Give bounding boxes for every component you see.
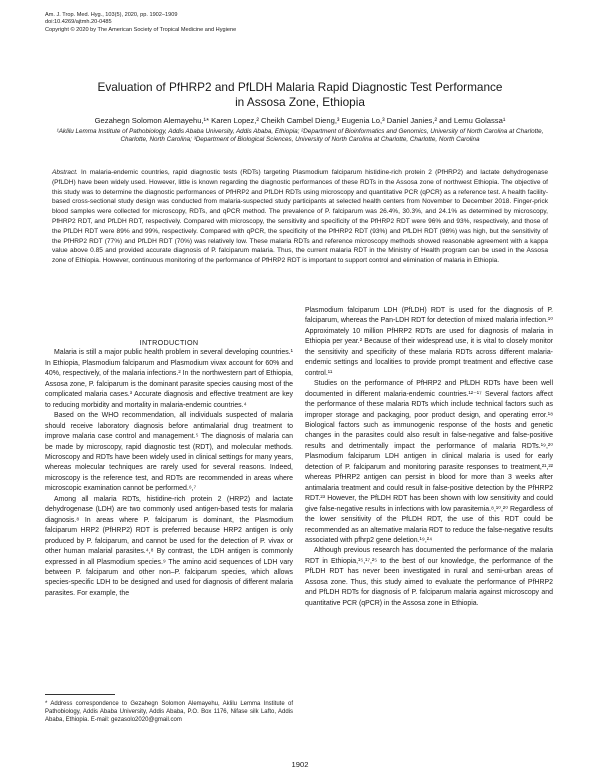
copyright: Copyright © 2020 by The American Society of Tropical Medicine and Hygiene [45,26,237,33]
footnote-rule [45,694,115,695]
title-line-1: Evaluation of PfHRP2 and PfLDH Malaria Rapid Diagnostic Test Performance [97,80,503,94]
title-line-2: in Assosa Zone, Ethiopia [235,95,365,109]
article-title [40,80,560,110]
intro-paragraph-3: Among all malaria RDTs, histidine-rich protein 2 (HRP2) and lactate dehydrogenase (LDH) are two commonly used antigen-based tests for malaria diagnosis.⁸ In areas where P. falciparum is dominant, the Plasmodium falciparum HRP2 (PfHRP2) RDT is preferred because HRP2 antigen is only produced by P. falciparum, and cannot be used for the detection of P. vivax or other human malarial parasites.⁴,⁸ By contrast, the LDH antigen is commonly expressed in all Plasmodium species.⁹ The amino acid sequences of LDH vary between P. falciparum and other non–P. falciparum species, which allows species-specific LDH to be designed and used for diagnosis of different malaria parasites. For example, the [45,495,293,597]
right-column [305,306,553,609]
left-column [45,338,293,599]
right-paragraph-1: Plasmodium falciparum LDH (PfLDH) RDT is used for the diagnosis of P. falciparum, whereas the Pan-LDH RDT for detection of mixed malaria infection.¹⁰ Approximately 10 million PfHRP2 RDTs are used for diagnosis of malaria in Ethiopia per year.² Because of their widespread use, it is vital to closely monitor the sensitivity and specificity of these malaria RDTs across different malaria-endemic settings and localities to provide prompt treatment and effective case control.¹¹ [305,307,553,377]
doi: doi:10.4269/ajtmh.20-0485 [45,19,112,26]
section-heading-introduction: INTRODUCTION [139,338,199,347]
intro-paragraph-1: Malaria is still a major public health problem in several developing countries.¹ In Ethiopia, Plasmodium falciparum and Plasmodium vivax account for 60% and 40%, respectively, of the malaria infections.² In the northwestern part of Ethiopia, Assosa zone, P. falciparum is the dominant parasite species causing most of the complicated malaria cases.³ Accurate diagnosis and effective treatment are key to reducing morbidity and mortality in malaria-endemic countries.⁴ [45,349,293,409]
right-paragraph-2: Studies on the performance of PfHRP2 and PfLDH RDTs have been well documented in different malaria-endemic countries.¹²⁻¹⁷ Several factors affect the performance of these malaria RDTs which include technical factors such as improper storage and packaging, poor product design, and operating error.¹⁸ Biological factors such as immunogenic response of the hosts and genetic changes in the parasites could also result in false-negative and false-positive results and detrimentally impact the performance of malaria RDTs.¹⁹,²⁰ Plasmodium falciparum LDH antigen in clinical malaria is used for early detection of P. falciparum and monitoring parasite responses to treatment,²¹,²² whereas PfHRP2 antigen can persist in blood for more than 3 weeks after antimalaria treatment and could result in false-positive detection by the PfHRP2 RDT.²³ However, the PfLDH RDT has been shown with low sensitivity and could give false-negative results in infections with low parasitemia.⁸,¹⁰,²⁰ Regardless of the lower sensitivity of the PfLDH RDT, the use of this RDT could be recommended as an alternative malaria RDT to reduce the false-negative results associated with pfhrp2 gene deletion.¹⁹,²⁴ [305,380,553,544]
page-number: 1902 [291,760,309,769]
journal-header [45,12,236,34]
author-list: Gezahegn Solomon Alemayehu,¹* Karen Lopez,² Cheikh Cambel Dieng,³ Eugenia Lo,³ Daniel Janies,² and Lemu Golassa¹ [94,116,506,125]
journal-citation: Am. J. Trop. Med. Hyg., 103(5), 2020, pp. 1902–1909 [45,12,178,18]
correspondence-footnote: * Address correspondence to Gezahegn Solomon Alemayehu, Aklilu Lemma Institute of Pathobiology, Addis Ababa University, Addis Ababa, P.O. Box 1176, Nifase silk Lafto, Addis Ababa, Ethiopia. E-mail: gezasolo2020@gmail.com [45,701,293,724]
abstract-text: In malaria-endemic countries, rapid diagnostic tests (RDTs) targeting Plasmodium falciparum histidine-rich protein 2 (PfHRP2) and lactate dehydrogenase (PfLDH) have been widely used. However, little is known regarding the diagnostic performances of these RDTs in the Assosa zone of northwest Ethiopia. The objective of this study was to determine the diagnostic performances of PfHRP2 and PfLDH RDTs using microscopy and quantitative PCR (qPCR) as a reference test. A health facility-based cross-sectional study design was conducted from malaria-suspected study participants at selected health centers from November to December 2018. Finger-prick blood samples were collected for microscopy, RDTs, and qPCR method. The prevalence of P. falciparum was 26.4%, 30.3%, and 24.1% as determined by microscopy, PfHRP2 RDT, and PfLDH RDT, respectively. Compared with microscopy, the sensitivity and specificity of the PfHRP2 RDT were 96% and 93%, respectively, and those of the PfLDH RDT were 89% and 99%, respectively. Compared with qPCR, the specificity of the PfHRP2 RDT (93%) and PfLDH RDT (98%) was high, but the sensitivity of the PfHRP2 RDT (77%) and PfLDH RDT (70%) was relatively low. These malaria RDTs and reference microscopy methods showed reasonable agreement with a kappa value above 0.85 and provided accurate diagnosis of P. falciparum malaria. Thus, the current malaria RDT in the Ministry of Health program can be used in the Assosa zone of Ethiopia. However, continuous monitoring of the performance of PfHRP2 RDT is important to support control and elimination of malaria in Ethiopia. [52,169,548,265]
intro-paragraph-2: Based on the WHO recommendation, all individuals suspected of malaria should receive laboratory diagnosis before antimalarial drug treatment to improve malaria case control and management.⁵ The diagnosis of malaria can be made by microscopy, rapid diagnostic test (RDT), and molecular methods. Microscopy and RDTs have been widely used in clinical settings for many years, whereas molecular techniques are rarely used for several reasons. Indeed, microscopy is the reference test, and RDTs are recommended in areas where microscopic examination cannot be performed.⁶,⁷ [45,412,293,493]
affiliations: ¹Aklilu Lemma Institute of Pathobiology, Addis Ababa University, Addis Ababa, Ethiopia; ²Department of Bioinformatics and Genomics, University of North Carolina at Charlotte, Charlotte, North Carolina; ³Department of Biological Sciences, University of North Carolina at Charlotte, Charlotte, North Carolina [56,128,544,143]
abstract [52,168,548,266]
abstract-label: Abstract. [52,169,78,176]
right-paragraph-3: Although previous research has documented the performance of the malaria RDT in Ethiopia,¹⁵,¹⁷,²⁵ to the best of our knowledge, the performance of the PfLDH RDT has never been investigated in rural and semi-urban areas of Assosa zone. Thus, this study aimed to evaluate the performance of PfHRP2 and PfLDH RDTs for diagnosis of P. falciparum malaria against microscopy and quantitative PCR (qPCR) in the Assosa zone in Ethiopia. [305,547,553,607]
